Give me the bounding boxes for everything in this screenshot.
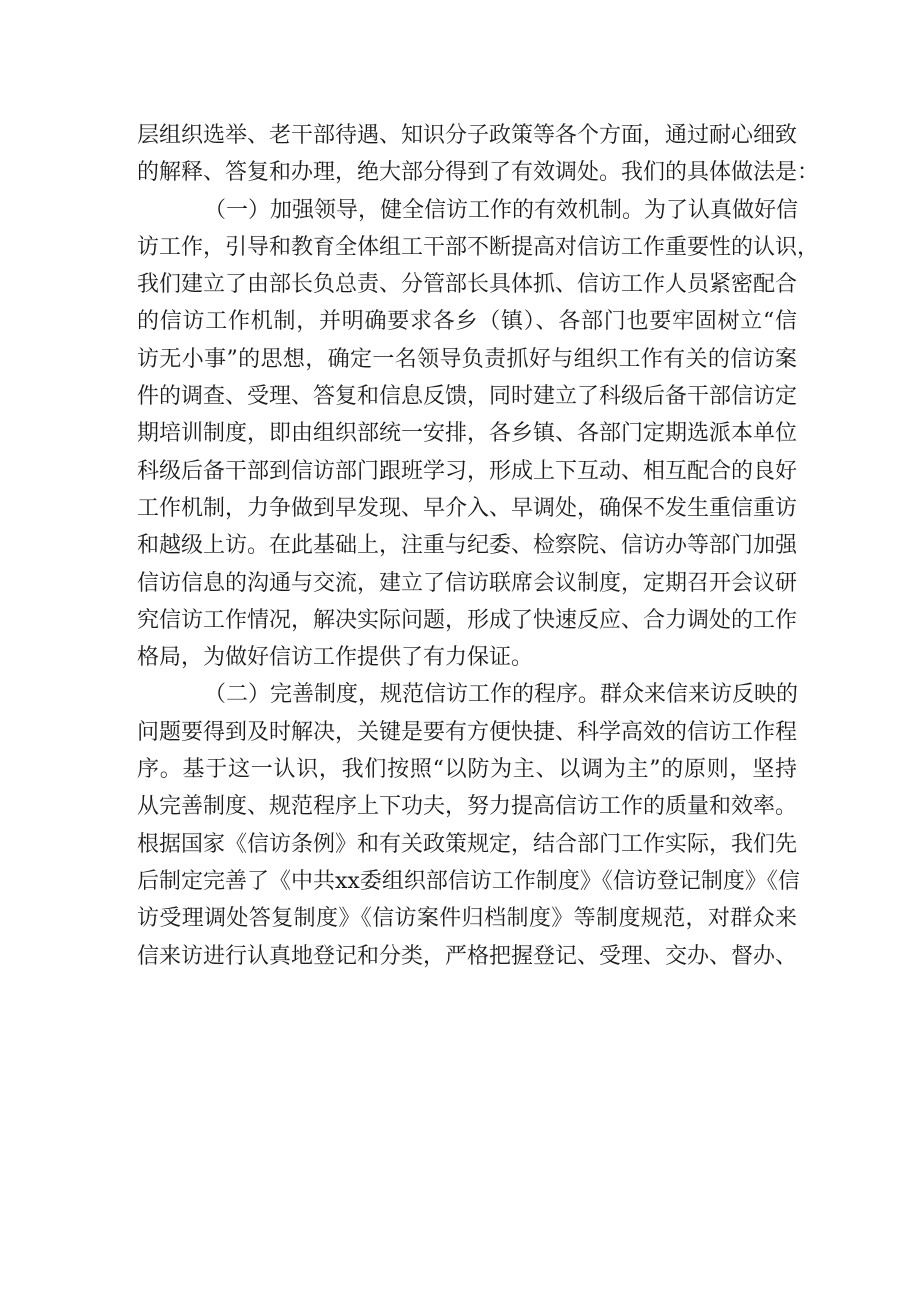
text-line-18: 序。基于这一认识，我们按照“以防为主、以调为主”的原则，坚持: [137, 757, 797, 783]
text-line-9: 期培训制度，即由组织部统一安排，各乡镇、各部门定期选派本单位: [137, 421, 798, 447]
text-line-8: 件的调查、受理、答复和信息反馈，同时建立了科级后备干部信访定: [137, 384, 798, 410]
text-line-5: 我们建立了由部长负总责、分管部长具体抓、信访工作人员紧密配合: [137, 272, 798, 298]
paragraph-2-heading-line: （二）完善制度，规范信访工作的程序。群众来信来访反映的: [204, 682, 799, 708]
text-line-17: 问题要得到及时解决，关键是要有方便快捷、科学高效的信访工作程: [137, 719, 798, 745]
text-line-23: 信来访进行认真地登记和分类，严格把握登记、受理、交办、督办、: [137, 943, 798, 969]
text-line-6: 的信访工作机制，并明确要求各乡（镇）、各部门也要牢固树立“信: [137, 309, 797, 335]
text-line-7: 访无小事”的思想，确定一名领导负责抓好与组织工作有关的信访案: [137, 346, 797, 372]
text-line-14: 究信访工作情况，解决实际问题，形成了快速反应、合力调处的工作: [137, 607, 798, 633]
text-line-15: 格局，为做好信访工作提供了有力保证。: [137, 645, 534, 671]
text-line-10: 科级后备干部到信访部门跟班学习，形成上下互动、相互配合的良好: [137, 458, 798, 484]
text-line-20: 根据国家《信访条例》和有关政策规定，结合部门工作实际，我们先: [137, 831, 798, 857]
text-line-4: 访工作，引导和教育全体组工干部不断提高对信访工作重要性的认识，: [137, 234, 820, 260]
paragraph-1-heading-line: （一）加强领导，健全信访工作的有效机制。为了认真做好信: [204, 197, 799, 223]
text-line-2: 的解释、答复和办理，绝大部分得到了有效调处。我们的具体做法是：: [137, 160, 820, 186]
text-line-11: 工作机制，力争做到早发现、早介入、早调处，确保不发生重信重访: [137, 495, 798, 521]
text-line-21: 后制定完善了《中共xx委组织部信访工作制度》《信访登记制度》《信: [137, 868, 800, 894]
body-text: [137, 117, 820, 975]
text-line-22: 访受理调处答复制度》《信访案件归档制度》等制度规范，对群众来: [137, 906, 797, 932]
text-line-19: 从完善制度、规范程序上下功夫，努力提高信访工作的质量和效率。: [137, 794, 798, 820]
text-line-12: 和越级上访。在此基础上，注重与纪委、检察院、信访办等部门加强: [137, 533, 798, 559]
text-line-1: 层组织选举、老干部待遇、知识分子政策等各个方面，通过耐心细致: [137, 123, 798, 148]
text-line-13: 信访信息的沟通与交流，建立了信访联席会议制度，定期召开会议研: [137, 570, 798, 596]
